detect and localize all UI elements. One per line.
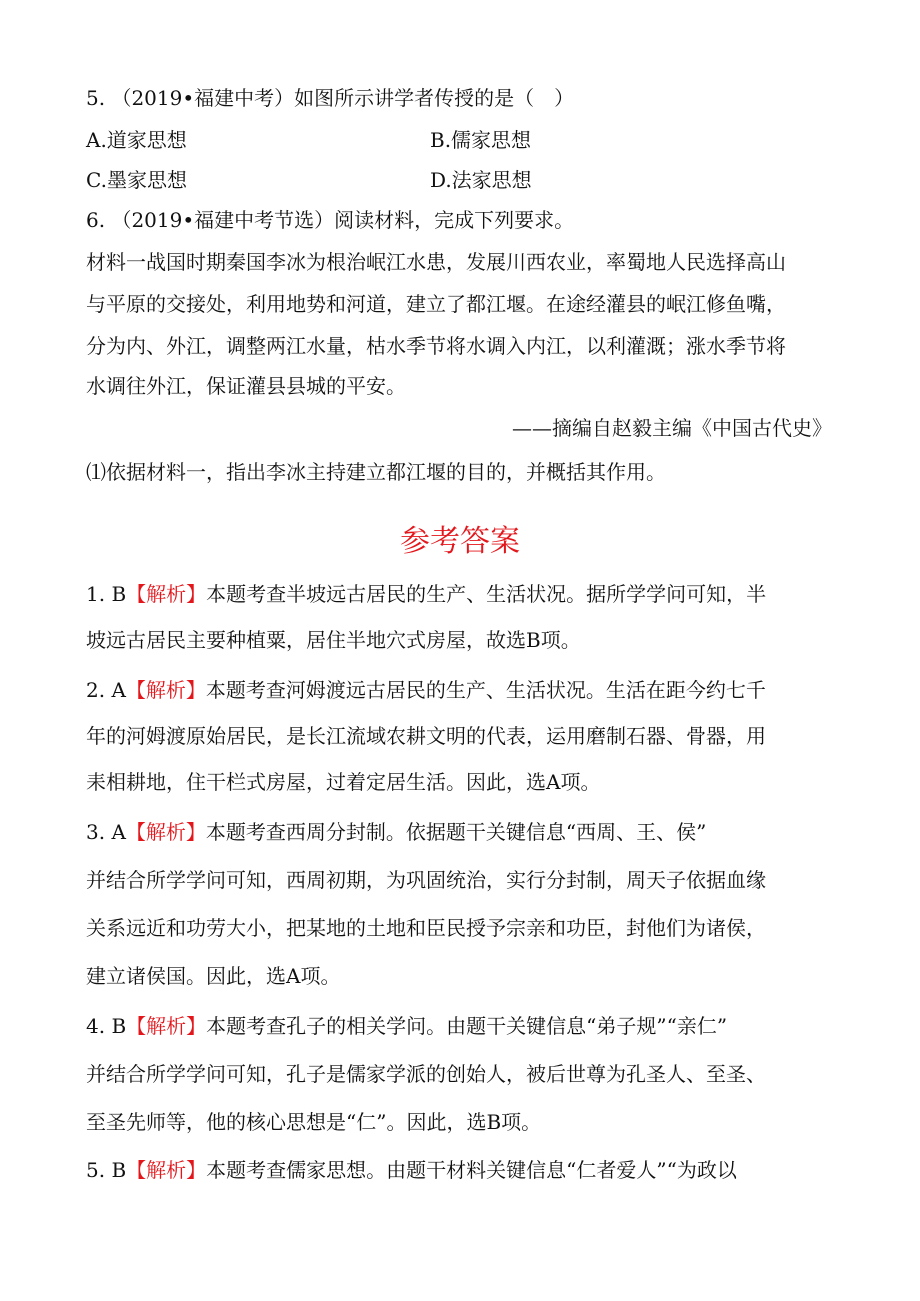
answer-5-line <box>86 1156 846 1184</box>
answer-1-line <box>86 580 846 608</box>
analysis-tag: 【解析】 <box>126 1158 207 1182</box>
option-d: D.法家思想 <box>430 168 532 192</box>
answer-prefix: 3. A <box>86 820 126 844</box>
answer-text: 本题考查西周分封制。依据题干关键信息“西周、王、侯” <box>205 820 707 844</box>
question-6-stem: 6. （2019•福建中考节选）阅读材料，完成下列要求。 <box>86 208 575 232</box>
question-5-options-row-2 <box>86 166 846 194</box>
question-6-sub-1: ⑴依据材料一，指出李冰主持建立都江堰的目的，并概括其作用。 <box>86 460 666 484</box>
analysis-tag: 【解析】 <box>126 582 207 606</box>
answer-4-line: 并结合所学学问可知，孔子是儒家学派的创始人，被后世尊为孔圣人、至圣、 <box>86 1062 766 1086</box>
material-line: 与平原的交接处，利用地势和河道，建立了都江堰。在途经灌县的岷江修鱼嘴， <box>86 292 786 316</box>
answer-2-line: 年的河姆渡原始居民，是长江流域农耕文明的代表，运用磨制石器、骨器，用 <box>86 724 766 748</box>
material-source: ——摘编自赵毅主编《中国古代史》 <box>512 416 832 440</box>
answer-prefix: 4. B <box>86 1014 127 1038</box>
material-line: 水调往外江，保证灌县县城的平安。 <box>86 374 406 398</box>
answer-3-line: 建立诸侯国。因此，选A项。 <box>86 964 341 988</box>
analysis-tag: 【解析】 <box>125 678 206 702</box>
option-b: B.儒家思想 <box>430 128 532 152</box>
analysis-tag: 【解析】 <box>125 820 206 844</box>
answer-text: 本题考查儒家思想。由题干材料关键信息“仁者爱人”“为政以 <box>206 1158 737 1182</box>
option-c: C.墨家思想 <box>86 168 187 192</box>
question-5-options-row-1 <box>86 126 846 154</box>
answer-text: 本题考查半坡远古居民的生产、生活状况。据所学学问可知，半 <box>206 582 767 606</box>
answer-2-line: 耒相耕地，住干栏式房屋，过着定居生活。因此，选A项。 <box>86 770 601 794</box>
answer-prefix: 5. B <box>86 1158 127 1182</box>
answer-prefix: 1. B <box>86 582 127 606</box>
answer-prefix: 2. A <box>86 678 126 702</box>
material-line: 分为内、外江，调整两江水量，枯水季节将水调入内江，以利灌溉；涨水季节将 <box>86 334 786 358</box>
material-line: 材料一战国时期秦国李冰为根治岷江水患，发展川西农业，率蜀地人民选择高山 <box>86 250 786 274</box>
answer-4-line: 至圣先师等，他的核心思想是“仁”。因此，选B项。 <box>86 1110 542 1134</box>
question-5-stem: 5. （2019•福建中考）如图所示讲学者传授的是（ ） <box>86 86 575 110</box>
answer-1-line: 坡远古居民主要种植粟，居住半地穴式房屋，故选B项。 <box>86 628 581 652</box>
answer-text: 本题考查河姆渡远古居民的生产、生活状况。生活在距今约七千 <box>205 678 766 702</box>
analysis-tag: 【解析】 <box>126 1014 207 1038</box>
option-a: A.道家思想 <box>86 128 187 152</box>
answer-3-line <box>86 818 846 846</box>
answer-2-line <box>86 676 846 704</box>
answer-3-line: 并结合所学学问可知，西周初期，为巩固统治，实行分封制，周天子依据血缘 <box>86 868 766 892</box>
answer-4-line <box>86 1012 846 1040</box>
answer-3-line: 关系远近和功劳大小，把某地的土地和臣民授予宗亲和功臣，封他们为诸侯， <box>86 916 766 940</box>
answer-text: 本题考查孔子的相关学问。由题干关键信息“弟子规”“亲仁” <box>206 1014 728 1038</box>
answers-title: 参考答案 <box>400 524 520 559</box>
